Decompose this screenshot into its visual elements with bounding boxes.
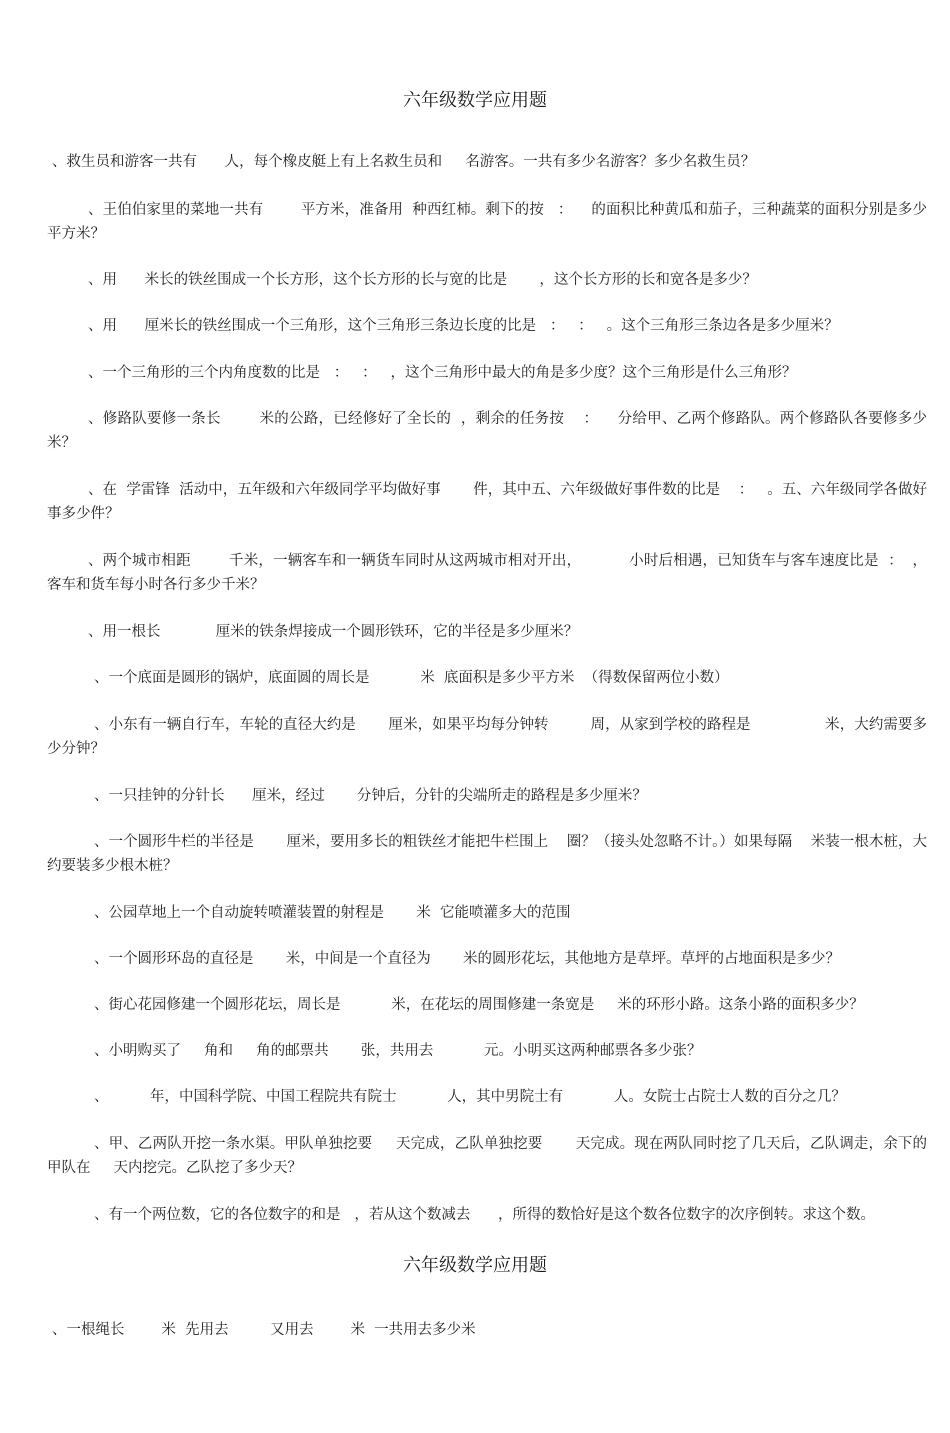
question-7: 、在 学雷锋 活动中，五年级和六年级同学平均做好事 件，其中五、六年级做好事件数的比是 ： 。五、六年级同学各做好事多少件？ — [47, 482, 927, 522]
question-15: 、一个圆形环岛的直径是 米，中间是一个直径为 米的圆形花坛，其他地方是草坪。草坪的占地面积是多少？ — [94, 951, 841, 967]
question-2: 、王伯伯家里的菜地一共有 平方米，准备用 种西红柿。剩下的按 ： 的面积比种黄瓜和茄子，三种蔬菜的面积分别是多少平方米？ — [47, 202, 927, 242]
question-6: 、修路队要修一条长 米的公路，已经修好了全长的 ，剩余的任务按 ： 分给甲、乙两个修路队。两个修路队各要修多少米？ — [47, 411, 927, 451]
question-4: 、用 厘米长的铁丝围成一个三角形，这个三角形三条边长度的比是 ： ： 。这个三角形三条边各是多少厘米？ — [88, 318, 839, 334]
question-18: 、 年，中国科学院、中国工程院共有院士 人，其中男院士有 人。女院士占院士人数的百分之几？ — [94, 1089, 846, 1105]
question-3: 、用 米长的铁丝围成一个长方形，这个长方形的长与宽的比是 ，这个长方形的长和宽各是多少？ — [88, 272, 757, 288]
question-19: 、甲、乙两队开挖一条水渠。甲队单独挖要 天完成，乙队单独挖要 天完成。现在两队同时挖了几天后，乙队调走，余下的甲队在 天内挖完。乙队挖了多少天？ — [47, 1136, 927, 1176]
part2-question-1: 、一根绳长 米 先用去 又用去 米 一共用去多少米 — [52, 1322, 476, 1338]
question-17: 、小明购买了 角和 角的邮票共 张，共用去 元。小明买这两种邮票各多少张？ — [94, 1043, 702, 1059]
section-title: 六年级数学应用题 — [403, 1255, 547, 1276]
question-9: 、用一根长 厘米的铁条焊接成一个圆形铁环，它的半径是多少厘米？ — [88, 624, 579, 640]
question-5: 、一个三角形的三个内角度数的比是 ： ： ，这个三角形中最大的角是多少度？这个三角形是什么三角形？ — [88, 365, 797, 381]
question-12: 、一只挂钟的分针长 厘米，经过 分钟后，分针的尖端所走的路程是多少厘米？ — [94, 788, 647, 804]
question-8: 、两个城市相距 千米，一辆客车和一辆货车同时从这两城市相对开出， 小时后相遇，已知货车与客车速度比是 ： ，客车和货车每小时各行多少千米？ — [47, 553, 927, 593]
question-11: 、小东有一辆自行车，车轮的直径大约是 厘米，如果平均每分钟转 周，从家到学校的路程是 米，大约需要多少分钟？ — [47, 717, 927, 757]
question-1: 、救生员和游客一共有 人，每个橡皮艇上有上名救生员和 名游客。一共有多少名游客？多少名救生员？ — [52, 154, 756, 170]
question-20: 、有一个两位数，它的各位数字的和是 ，若从这个数减去 ，所得的数恰好是这个数各位数字的次序倒转。求这个数。 — [94, 1207, 875, 1223]
question-13: 、一个圆形牛栏的半径是 厘米，要用多长的粗铁丝才能把牛栏围上 圈？（接头处忽略不计。）如果每隔 米装一根木桩，大约要装多少根木桩？ — [47, 834, 927, 874]
question-10: 、一个底面是圆形的锅炉，底面圆的周长是 米 底面积是多少平方米 （得数保留两位小数） — [94, 670, 729, 686]
page-title: 六年级数学应用题 — [403, 90, 547, 111]
question-16: 、街心花园修建一个圆形花坛，周长是 米，在花坛的周围修建一条宽是 米的环形小路。这条小路的面积多少？ — [94, 997, 864, 1013]
question-14: 、公园草地上一个自动旋转喷灌装置的射程是 米 它能喷灌多大的范围 — [94, 905, 571, 921]
